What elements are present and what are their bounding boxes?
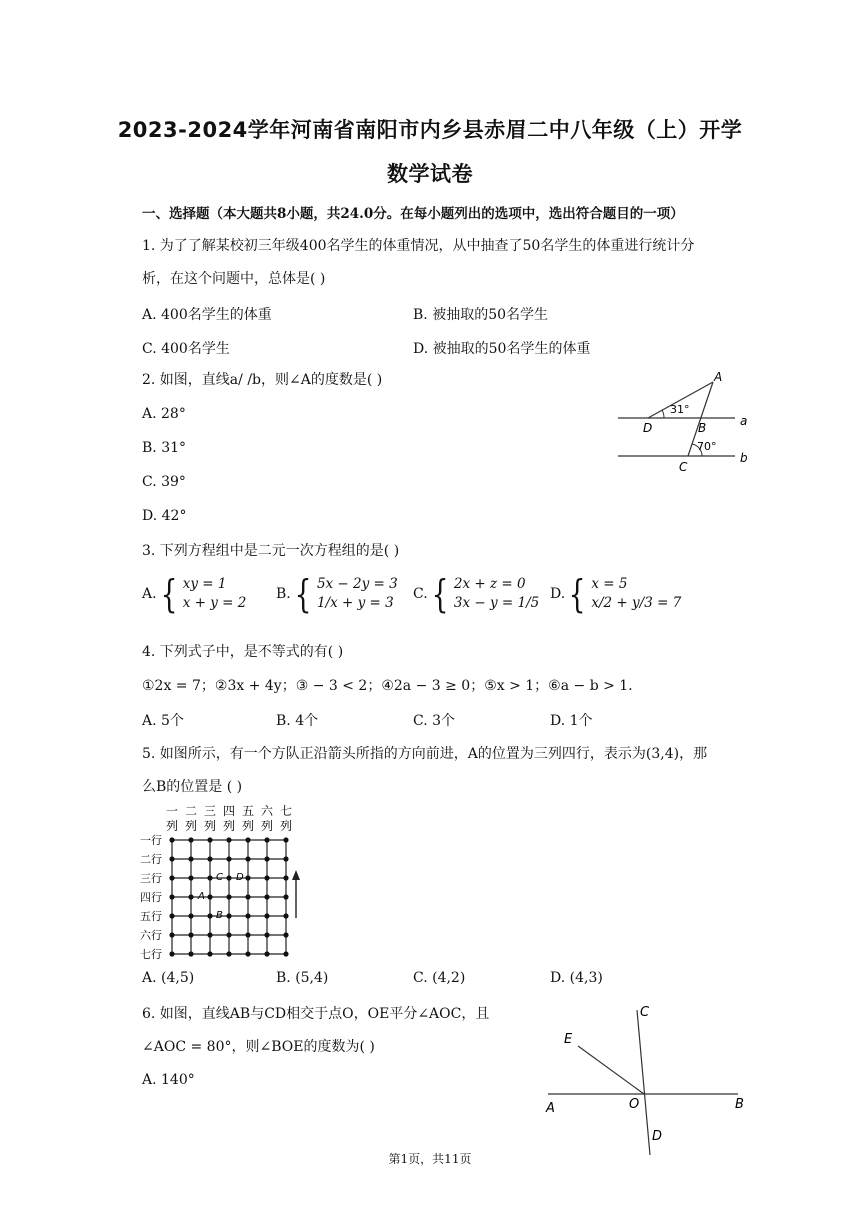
q5-grid-dot xyxy=(207,875,212,880)
q2-angle-31: 31° xyxy=(670,403,690,416)
q5-grid-dot xyxy=(207,837,212,842)
q5-grid-dot xyxy=(283,837,288,842)
q2-label-d-point: D xyxy=(643,421,653,435)
q4-stem: 4. 下列式子中，是不等式的有( ) xyxy=(142,644,344,660)
q6-stem-line1: 6. 如图，直线AB与CD相交于点O，OE平分∠AOC，且 xyxy=(142,1006,490,1022)
page-subtitle: 数学试卷 xyxy=(387,162,473,186)
q5-row-label-3: 三行 xyxy=(140,872,162,885)
q6-figure xyxy=(540,1000,760,1160)
q3-option-a-letter: A. xyxy=(142,586,157,602)
q5-grid-dot xyxy=(283,894,288,899)
q2-option-c: C. 39° xyxy=(142,474,186,490)
q1-option-d: D. 被抽取的50名学生的体重 xyxy=(413,341,591,357)
q4-option-a: A. 5个 xyxy=(142,713,184,729)
q5-col-suffix-5: 列 xyxy=(241,819,255,833)
q5-grid-dot xyxy=(169,894,174,899)
q1-option-c: C. 400名学生 xyxy=(142,341,230,357)
q5-grid-dot xyxy=(264,913,269,918)
q2-label-c-point: C xyxy=(679,460,688,474)
q5-grid-dot xyxy=(283,951,288,956)
q6-label-o: O xyxy=(629,1097,640,1112)
q5-grid-dot xyxy=(245,894,250,899)
q5-grid-dot xyxy=(188,837,193,842)
q6-label-a: A xyxy=(546,1101,555,1116)
q6-label-d: D xyxy=(652,1129,663,1144)
q2-label-line-a: a xyxy=(740,414,748,428)
q3-option-c-eq1: 2x + z = 0 xyxy=(453,576,526,592)
q5-row-label-5: 五行 xyxy=(140,910,162,923)
q1-stem-line1: 1. 为了了解某校初三年级400名学生的体重情况，从中抽查了50名学生的体重进行统计分 xyxy=(142,238,695,254)
q5-col-number-4: 四 xyxy=(222,804,236,818)
q3-option-c-letter: C. xyxy=(413,586,428,602)
q5-grid-dot xyxy=(283,875,288,880)
q5-grid-dot xyxy=(264,856,269,861)
q6-option-a: A. 140° xyxy=(142,1072,195,1088)
q5-row-labels xyxy=(140,834,162,961)
q5-grid-dot xyxy=(226,837,231,842)
q5-grid-dot xyxy=(264,894,269,899)
q5-col-suffix-3: 列 xyxy=(203,819,217,833)
q6-label-b: B xyxy=(735,1097,744,1112)
q5-grid-dot xyxy=(188,951,193,956)
q5-stem-line2: 么B的位置是 ( ) xyxy=(142,779,243,795)
q3-option-d-eq2: x/2 + y/3 = 7 xyxy=(591,595,682,611)
q5-grid-dot xyxy=(264,837,269,842)
q3-option-d: D. { x = 5 x/2 + y/3 = 7 xyxy=(550,572,682,616)
page-footer: 第1页，共11页 xyxy=(388,1152,472,1166)
q2-option-b: B. 31° xyxy=(142,440,187,456)
q5-grid-dot xyxy=(226,856,231,861)
q3-option-c: C. { 2x + z = 0 3x − y = 1/5 xyxy=(413,572,540,616)
q5-grid-dot xyxy=(245,932,250,937)
q5-grid-dot xyxy=(226,875,231,880)
q5-grid-dot xyxy=(207,951,212,956)
q5-col-number-2: 二 xyxy=(184,804,198,818)
q2-option-a: A. 28° xyxy=(142,406,186,422)
q5-grid-dot xyxy=(226,932,231,937)
q5-col-suffix-6: 列 xyxy=(260,819,274,833)
q5-point-b: B xyxy=(216,910,223,921)
section-heading: 一、选择题（本大题共8小题，共24.0分。在每小题列出的选项中，选出符合题目的一项） xyxy=(142,206,684,222)
q5-grid-dot xyxy=(245,837,250,842)
q5-col-number-3: 三 xyxy=(203,804,217,818)
q5-point-a: A xyxy=(198,891,205,902)
q5-grid-dot xyxy=(207,932,212,937)
q5-grid-dot xyxy=(188,932,193,937)
q5-grid-dot xyxy=(226,951,231,956)
q2-angle-70: 70° xyxy=(697,440,717,453)
q3-option-b-eq1: 5x − 2y = 3 xyxy=(316,576,398,592)
q6-label-e: E xyxy=(564,1032,573,1047)
q4-option-d: D. 1个 xyxy=(550,713,593,729)
q5-col-number-1: 一 xyxy=(165,804,179,818)
q2-label-b-point: B xyxy=(698,421,707,435)
q5-row-label-4: 四行 xyxy=(140,891,162,904)
page-title: 2023-2024学年河南省南阳市内乡县赤眉二中八年级（上）开学 xyxy=(117,118,743,142)
q5-grid-dot xyxy=(169,951,174,956)
q5-col-number-6: 六 xyxy=(260,804,274,818)
q5-grid-dot xyxy=(226,894,231,899)
q2-label-a-point: A xyxy=(714,370,723,384)
q5-grid-dot xyxy=(226,913,231,918)
q5-grid-dot xyxy=(264,932,269,937)
q5-col-number-5: 五 xyxy=(241,804,255,818)
q5-grid-dot xyxy=(283,913,288,918)
q5-grid-dot xyxy=(264,951,269,956)
q3-option-b-letter: B. xyxy=(276,586,291,602)
q4-items: ①2x = 7；②3x + 4y；③ − 3 < 2；④2a − 3 ≥ 0；⑤x > 1；⑥a − b > 1． xyxy=(142,678,643,694)
q3-option-b-eq2: 1/x + y = 3 xyxy=(316,595,394,611)
q5-grid-dot xyxy=(207,894,212,899)
q5-grid-dot xyxy=(207,856,212,861)
q1-option-b: B. 被抽取的50名学生 xyxy=(413,307,549,323)
q5-grid-dot xyxy=(264,875,269,880)
q5-point-d: D xyxy=(236,872,244,883)
q2-option-d: D. 42° xyxy=(142,508,187,524)
q5-col-suffix-4: 列 xyxy=(222,819,236,833)
q5-column-labels xyxy=(166,803,292,833)
q4-option-c: C. 3个 xyxy=(413,713,456,729)
q5-grid-dot xyxy=(188,856,193,861)
q5-grid-dot xyxy=(188,875,193,880)
q5-option-b: B. (5,4) xyxy=(276,970,329,986)
q6-stem-line2: ∠AOC = 80°，则∠BOE的度数为( ) xyxy=(142,1039,375,1055)
q1-stem-line2: 析，在这个问题中，总体是( ) xyxy=(142,271,326,287)
q5-grid-dot xyxy=(245,951,250,956)
q5-grid-dot xyxy=(169,932,174,937)
q5-grid-dot xyxy=(188,913,193,918)
q6-label-c: C xyxy=(640,1005,650,1020)
q3-option-a-eq2: x + y = 2 xyxy=(182,595,247,611)
q5-row-label-6: 六行 xyxy=(140,929,162,942)
q5-grid-figure xyxy=(138,800,308,962)
q3-option-a: A. { xy = 1 x + y = 2 xyxy=(142,572,247,616)
q1-option-a: A. 400名学生的体重 xyxy=(142,307,272,323)
q2-label-line-b: b xyxy=(740,451,748,465)
q3-option-a-eq1: xy = 1 xyxy=(182,576,227,592)
q5-grid-dot xyxy=(245,875,250,880)
q5-col-suffix-7: 列 xyxy=(279,819,293,833)
q5-grid-dot xyxy=(283,932,288,937)
q5-col-number-7: 七 xyxy=(279,804,293,818)
q5-row-label-1: 一行 xyxy=(140,834,162,847)
q3-option-b: B. { 5x − 2y = 3 1/x + y = 3 xyxy=(276,572,398,616)
q5-option-a: A. (4,5) xyxy=(142,970,195,986)
q5-col-suffix-1: 列 xyxy=(165,819,179,833)
q3-stem: 3. 下列方程组中是二元一次方程组的是( ) xyxy=(142,543,400,559)
q5-grid-dot xyxy=(169,856,174,861)
q5-grid-dot xyxy=(188,894,193,899)
q5-stem-line1: 5. 如图所示，有一个方队正沿箭头所指的方向前进，A的位置为三列四行，表示为(3,4)，那 xyxy=(142,746,708,762)
q5-grid-dot xyxy=(245,913,250,918)
q3-option-d-eq1: x = 5 xyxy=(591,576,628,592)
q5-grid-dot xyxy=(207,913,212,918)
q5-option-d: D. (4,3) xyxy=(550,970,603,986)
q3-option-d-letter: D. xyxy=(550,586,566,602)
q2-figure xyxy=(610,368,760,480)
q5-grid-dot xyxy=(283,856,288,861)
q4-option-b: B. 4个 xyxy=(276,713,319,729)
q5-point-c: C xyxy=(216,872,223,883)
q5-option-c: C. (4,2) xyxy=(413,970,466,986)
q5-grid-dot xyxy=(169,913,174,918)
q5-grid-dot xyxy=(169,837,174,842)
q5-row-label-7: 七行 xyxy=(140,948,162,961)
q3-option-c-eq2: 3x − y = 1/5 xyxy=(453,595,540,611)
q5-row-label-2: 二行 xyxy=(140,853,162,866)
q2-stem: 2. 如图，直线a/ /b，则∠A的度数是( ) xyxy=(142,372,383,388)
q5-grid-dot xyxy=(169,875,174,880)
q5-col-suffix-2: 列 xyxy=(184,819,198,833)
q5-grid-dot xyxy=(245,856,250,861)
